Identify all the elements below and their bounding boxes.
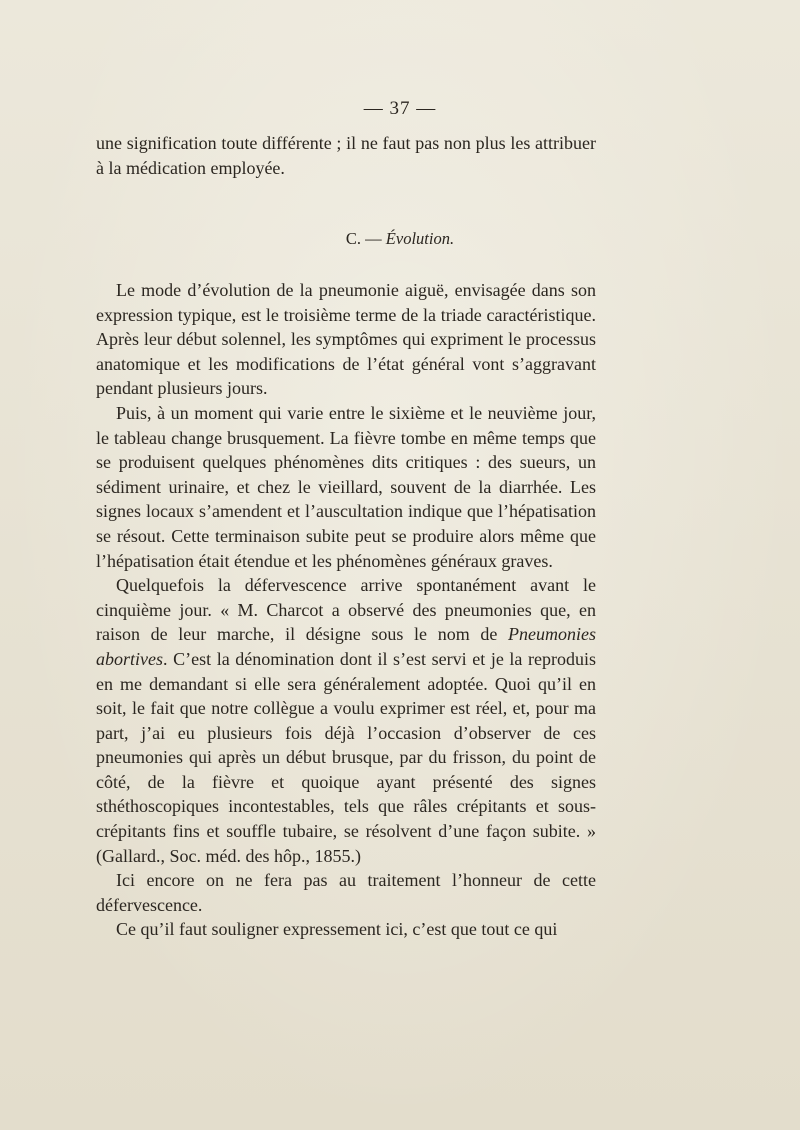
quote-italic-term: Pneumonies abortives [96, 624, 596, 669]
paragraph-evolution-mode: Le mode d’évolution de la pneumonie aiguë, envisagée dans son expression typique, est le troisième terme de la triade caractéristique. Après leur début solennel, les symptômes qui expriment le processus anatomique et les modifications de l’état général vont s’aggravant pendant plusieurs jours. [96, 280, 596, 399]
page-number: — 37 — [363, 98, 437, 119]
quote-text-before: Quelquefois la défervescence arrive spontanément avant le cinquième jour. « M. Charcot a observé des pneumonies que, en raison de leur marche, il désigne sous le nom de [96, 575, 596, 645]
paragraph-crisis: Puis, à un moment qui varie entre le sixième et le neuvième jour, le tableau change brusquement. La fièvre tombe en même temps que se produisent quelques phénomènes dits critiques : des sueurs, un sédiment urinaire, et chez le vieillard, souvent de la diarrhée. Les signes locaux s’amendent et l’auscultation indique que l’hépatisation se résout. Cette terminaison subite peut se produire alors même que l’hépatisation était étendue et les phénomènes généraux graves. [96, 402, 596, 571]
intro-paragraph-block [96, 131, 596, 180]
section-title: Évolution. [385, 229, 455, 248]
section-heading [0, 229, 800, 249]
intro-paragraph: une signification toute différente ; il ne faut pas non plus les attribuer à la médication employée. [96, 133, 596, 178]
section-label: C. — [345, 229, 382, 248]
quote-text-after: . C’est la dénomination dont il s’est servi et je la reproduis en me demandant si elle sera généralement adoptée. Quoi qu’il en soit, le fait que notre collègue a voulu exprimer est réel, et, pour ma part, j’ai eu plusieurs fois déjà l’occasion d’observer de ces pneumonies qui après un début brusque, par du frisson, du point de côté, de la fièvre et quoique ayant présenté des signes sthéthoscopiques incontestables, tels que râles crépitants et sous-crépitants fins et souffle tubaire, se résolvent d’une façon subite. » (Gallard., Soc. méd. des hôp., 1855.) [96, 648, 596, 866]
body-text [96, 278, 596, 942]
paragraph-emphasis: Ce qu’il faut souligner expressement ici, c’est que tout ce qui [116, 919, 558, 940]
paragraph-defervescence-quote [96, 573, 596, 868]
paragraph-treatment: Ici encore on ne fera pas au traitement l’honneur de cette défervescence. [96, 870, 596, 915]
